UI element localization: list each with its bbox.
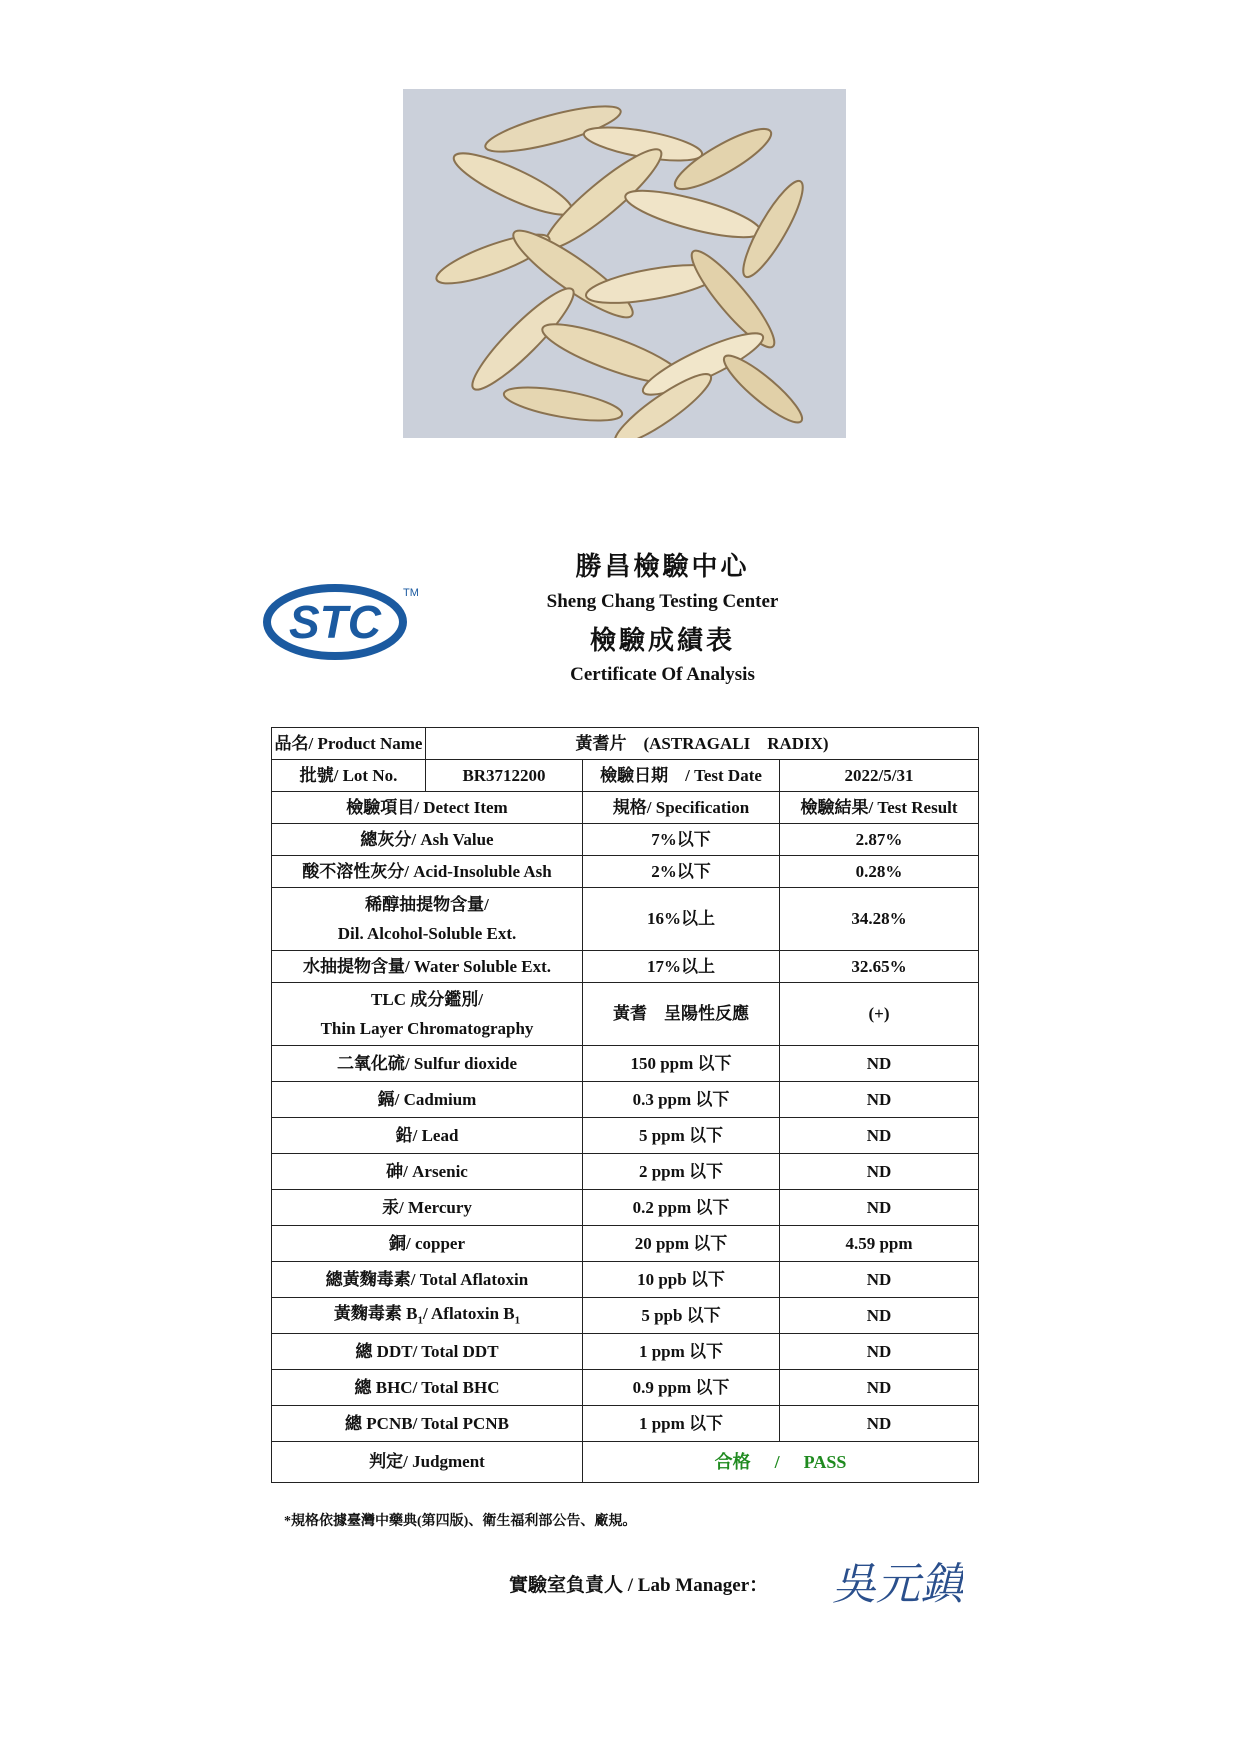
- detect-item: 鉛/ Lead: [272, 1118, 583, 1154]
- test-result: ND: [780, 1262, 979, 1298]
- table-row: [272, 1262, 979, 1298]
- test-result: (+): [780, 983, 979, 1046]
- specification: 7%以下: [583, 824, 780, 856]
- detect-item-line2: Thin Layer Chromatography: [320, 1019, 534, 1038]
- test-result: 2.87%: [780, 824, 979, 856]
- table-row: [272, 1370, 979, 1406]
- detect-item: [272, 983, 583, 1046]
- subscript: 1: [514, 1314, 521, 1327]
- specification: 5 ppm 以下: [583, 1118, 780, 1154]
- table-row: [272, 888, 979, 951]
- detect-item: 總 DDT/ Total DDT: [272, 1334, 583, 1370]
- detect-item: 鎘/ Cadmium: [272, 1082, 583, 1118]
- test-result: ND: [780, 1334, 979, 1370]
- test-result: ND: [780, 1154, 979, 1190]
- column-header-row: [272, 792, 979, 824]
- table-row: [272, 1046, 979, 1082]
- detect-item-part: 黃麴毒素 B: [333, 1303, 418, 1323]
- product-name-value: 黃耆片 (ASTRAGALI RADIX): [426, 728, 979, 760]
- judgment-en: PASS: [803, 1451, 847, 1472]
- logo-text: STC: [289, 596, 381, 648]
- test-result: 34.28%: [780, 888, 979, 951]
- table-row: [272, 1226, 979, 1262]
- specification: 1 ppm 以下: [583, 1406, 780, 1442]
- col-test-result: 檢驗結果/ Test Result: [780, 792, 979, 824]
- detect-item-line1: 稀醇抽提物含量/: [365, 894, 489, 914]
- logo-trademark: TM: [403, 587, 419, 599]
- astragalus-slices-image: [403, 89, 846, 438]
- specification: 0.9 ppm 以下: [583, 1370, 780, 1406]
- test-result: ND: [780, 1118, 979, 1154]
- test-result: ND: [780, 1298, 979, 1334]
- specification: 0.3 ppm 以下: [583, 1082, 780, 1118]
- table-row: [272, 1298, 979, 1334]
- specification: 17%以上: [583, 951, 780, 983]
- specification: 1 ppm 以下: [583, 1334, 780, 1370]
- certificate-title-en: Certificate Of Analysis: [570, 664, 755, 685]
- detect-item: 水抽提物含量/ Water Soluble Ext.: [272, 951, 583, 983]
- detect-item: 汞/ Mercury: [272, 1190, 583, 1226]
- lab-manager-label: 實驗室負責人 / Lab Manager：: [509, 1575, 769, 1596]
- table-row: [272, 1190, 979, 1226]
- test-result: ND: [780, 1406, 979, 1442]
- specification: 2 ppm 以下: [583, 1154, 780, 1190]
- detect-item: 二氧化硫/ Sulfur dioxide: [272, 1046, 583, 1082]
- detect-item: 酸不溶性灰分/ Acid-Insoluble Ash: [272, 856, 583, 888]
- specification: 20 ppm 以下: [583, 1226, 780, 1262]
- judgment-row: [272, 1442, 979, 1483]
- table-row: [272, 1334, 979, 1370]
- test-result: ND: [780, 1370, 979, 1406]
- analysis-table: [271, 727, 979, 1483]
- judgment-separator: /: [774, 1451, 780, 1472]
- specification: 0.2 ppm 以下: [583, 1190, 780, 1226]
- specification: 黃耆 呈陽性反應: [583, 983, 780, 1046]
- detect-item-line2: Dil. Alcohol-Soluble Ext.: [337, 924, 517, 943]
- test-result: 32.65%: [780, 951, 979, 983]
- detect-item: [272, 1298, 583, 1334]
- detect-item-line1: TLC 成分鑑別/: [371, 989, 483, 1009]
- specification: 10 ppb 以下: [583, 1262, 780, 1298]
- lot-row: [272, 760, 979, 792]
- specification: 2%以下: [583, 856, 780, 888]
- subscript: 1: [417, 1314, 423, 1327]
- detect-item-part: / Aflatoxin B: [422, 1303, 515, 1323]
- table-row: [272, 951, 979, 983]
- judgment-label: 判定/ Judgment: [272, 1442, 583, 1483]
- col-detect-item: 檢驗項目/ Detect Item: [272, 792, 583, 824]
- detect-item: 砷/ Arsenic: [272, 1154, 583, 1190]
- detect-item: 總灰分/ Ash Value: [272, 824, 583, 856]
- table-row: [272, 1082, 979, 1118]
- footnote: *規格依據臺灣中藥典(第四版)、衛生福利部公告、廠規。: [284, 1514, 637, 1529]
- test-result: 0.28%: [780, 856, 979, 888]
- center-name-zh: 勝昌檢驗中心: [575, 552, 750, 581]
- center-name-en: Sheng Chang Testing Center: [546, 591, 779, 612]
- lot-label: 批號/ Lot No.: [272, 760, 426, 792]
- manager-signature: [828, 1545, 963, 1617]
- specification: 150 ppm 以下: [583, 1046, 780, 1082]
- table-row: [272, 983, 979, 1046]
- product-row: [272, 728, 979, 760]
- certificate-title-zh: 檢驗成績表: [589, 626, 735, 655]
- product-photo: [403, 89, 846, 438]
- test-result: ND: [780, 1190, 979, 1226]
- table-row: [272, 856, 979, 888]
- table-row: [272, 824, 979, 856]
- table-row: [272, 1154, 979, 1190]
- signature-text: 吳元鎮: [832, 1559, 963, 1610]
- stc-logo: [263, 578, 423, 662]
- judgment-value: [583, 1442, 979, 1483]
- test-result: 4.59 ppm: [780, 1226, 979, 1262]
- test-date-value: 2022/5/31: [780, 760, 979, 792]
- detect-item: 總 PCNB/ Total PCNB: [272, 1406, 583, 1442]
- col-specification: 規格/ Specification: [583, 792, 780, 824]
- detect-item: 銅/ copper: [272, 1226, 583, 1262]
- test-result: ND: [780, 1082, 979, 1118]
- detect-item: [272, 888, 583, 951]
- table-row: [272, 1118, 979, 1154]
- lot-value: BR3712200: [426, 760, 583, 792]
- test-result: ND: [780, 1046, 979, 1082]
- detect-item: 總 BHC/ Total BHC: [272, 1370, 583, 1406]
- test-date-label: 檢驗日期 / Test Date: [583, 760, 780, 792]
- judgment-zh: 合格: [714, 1451, 751, 1472]
- specification: 16%以上: [583, 888, 780, 951]
- detect-item: 總黃麴毒素/ Total Aflatoxin: [272, 1262, 583, 1298]
- table-row: [272, 1406, 979, 1442]
- product-name-label: 品名/ Product Name: [272, 728, 426, 760]
- specification: 5 ppb 以下: [583, 1298, 780, 1334]
